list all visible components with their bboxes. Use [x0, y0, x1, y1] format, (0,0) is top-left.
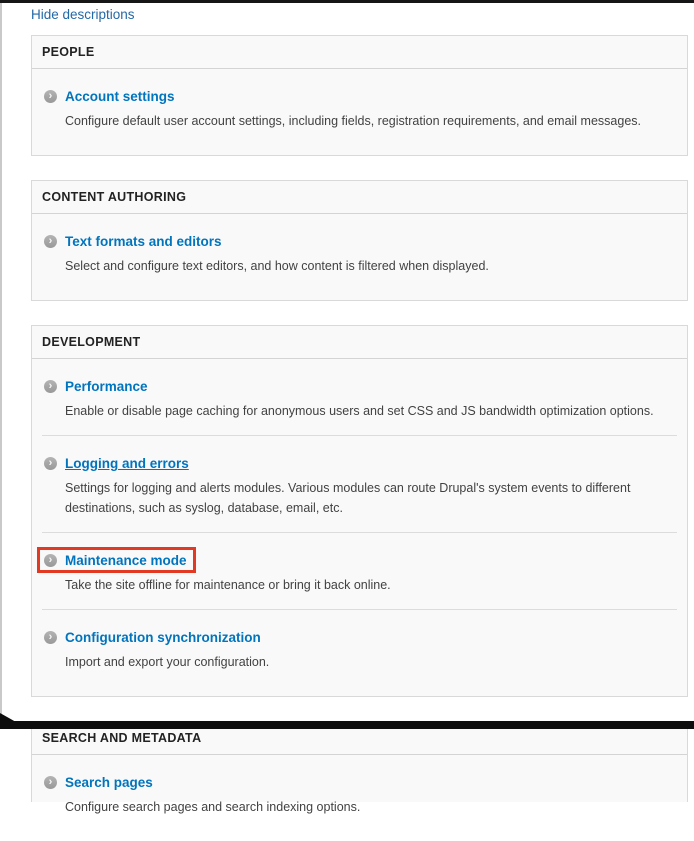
text-formats-link[interactable]: Text formats and editors	[65, 234, 222, 249]
item-description: Settings for logging and alerts modules. Various modules can route Drupal's system events to different destinations, such as syslog, database, email, etc.	[65, 481, 631, 515]
section-development	[31, 325, 688, 697]
section-title: CONTENT AUTHORING	[32, 181, 687, 214]
chevron-right-circle-icon: ›	[44, 457, 57, 470]
logging-errors-link[interactable]: Logging and errors	[65, 456, 189, 471]
section-title: SEARCH AND METADATA	[32, 722, 687, 755]
config-item-search-pages	[42, 755, 677, 841]
item-description: Configure default user account settings, including fields, registration requirements, and email messages.	[65, 114, 642, 128]
chevron-right-circle-icon: ›	[44, 235, 57, 248]
section-title: PEOPLE	[32, 36, 687, 69]
chevron-right-circle-icon: ›	[44, 776, 57, 789]
config-item-text-formats	[42, 214, 677, 300]
chevron-right-circle-icon: ›	[44, 90, 57, 103]
window-top-edge	[0, 0, 694, 3]
search-pages-link[interactable]: Search pages	[65, 775, 153, 790]
config-item-account-settings	[42, 69, 677, 155]
hide-descriptions-link[interactable]: Hide descriptions	[31, 7, 135, 22]
section-search-metadata	[31, 721, 688, 814]
config-item-config-sync	[42, 609, 677, 696]
performance-link[interactable]: Performance	[65, 379, 148, 394]
section-content-authoring	[31, 180, 688, 301]
configuration-synchronization-link[interactable]: Configuration synchronization	[65, 630, 261, 645]
chevron-right-circle-icon: ›	[44, 554, 57, 567]
config-item-logging-errors	[42, 435, 677, 532]
config-item-performance	[42, 359, 677, 435]
window-left-edge	[0, 0, 2, 729]
chevron-right-circle-icon: ›	[44, 380, 57, 393]
item-description: Take the site offline for maintenance or bring it back online.	[65, 578, 391, 592]
config-item-maintenance-mode	[42, 532, 677, 609]
item-description: Select and configure text editors, and how content is filtered when displayed.	[65, 259, 489, 273]
item-description: Import and export your configuration.	[65, 655, 270, 669]
item-description: Enable or disable page caching for anonymous users and set CSS and JS bandwidth optimization options.	[65, 404, 654, 418]
chevron-right-circle-icon: ›	[44, 631, 57, 644]
section-people	[31, 35, 688, 156]
item-description: Configure search pages and search indexing options.	[65, 800, 361, 814]
account-settings-link[interactable]: Account settings	[65, 89, 175, 104]
maintenance-mode-link[interactable]: Maintenance mode	[65, 553, 187, 568]
section-title: DEVELOPMENT	[32, 326, 687, 359]
window-bottom-edge	[0, 721, 694, 729]
